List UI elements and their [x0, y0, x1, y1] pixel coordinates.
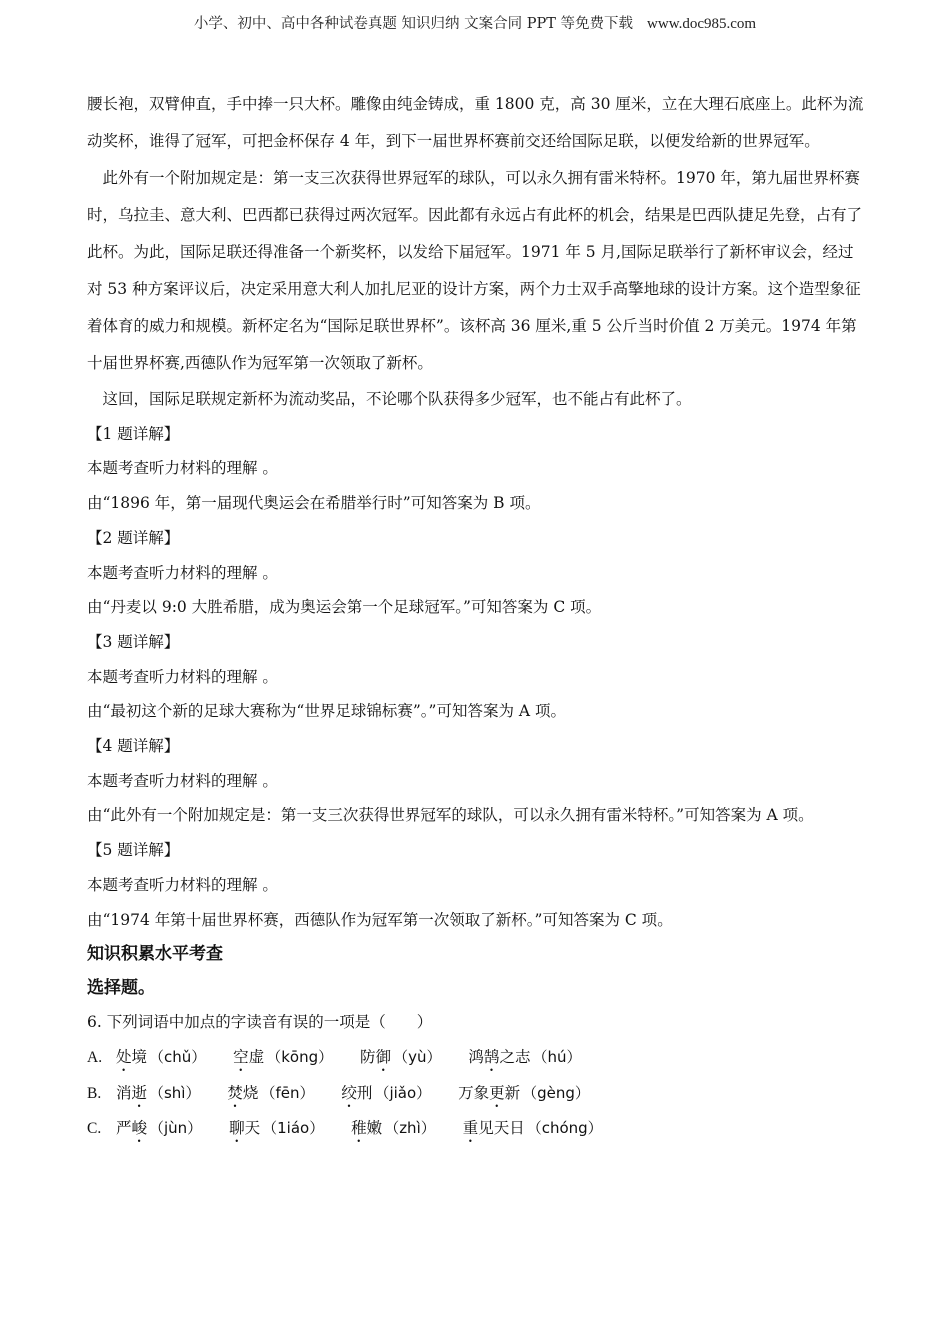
detail-reason: 由“最初这个新的足球大赛称为“世界足球锦标赛”。”可知答案为 A 项。 [87, 702, 566, 721]
dotted-char: 焚 [227, 1083, 243, 1102]
dotted-char: 重 [462, 1119, 479, 1138]
detail-summary: 本题考查听力材料的理解 。 [87, 459, 278, 478]
option-letter: B. [87, 1084, 102, 1102]
detail-title: 【2 题详解】 [87, 528, 180, 547]
word-pre: 防 [360, 1047, 376, 1066]
option-word [341, 1084, 431, 1102]
word-pre: 万象 [458, 1083, 490, 1102]
detail-title: 【5 题详解】 [87, 841, 180, 860]
dotted-char: 处 [115, 1047, 132, 1066]
option-word [463, 1119, 603, 1137]
pinyin: （fēn） [260, 1083, 315, 1102]
dotted-char: 空 [233, 1047, 249, 1066]
detail-summary: 本题考查听力材料的理解 。 [87, 875, 278, 894]
section-heading: 知识积累水平考查 [87, 944, 223, 965]
passage-paragraph: 这回，国际足联规定新杯为流动奖品，不论哪个队获得多少冠军，也不能占有此杯了。 [102, 390, 692, 408]
pinyin: （zhì） [384, 1119, 436, 1138]
word-post: 嫩 [366, 1119, 383, 1138]
option-word [227, 1084, 314, 1102]
pinyin: （shì） [148, 1083, 201, 1102]
page-header [0, 12, 950, 33]
option-a[interactable] [87, 1040, 867, 1076]
question-stem: 6. 下列词语中加点的字读音有误的一项是（ ） [87, 1013, 433, 1032]
word-post: 刑 [356, 1083, 373, 1102]
detail-summary: 本题考查听力材料的理解 。 [87, 667, 278, 686]
word-post: 新 [504, 1083, 521, 1102]
detail-title: 【4 题详解】 [87, 737, 180, 756]
pinyin: （chǔ） [148, 1047, 207, 1066]
option-letter: A. [87, 1048, 103, 1066]
word-pre: 消 [115, 1083, 132, 1102]
detail-title: 【3 题详解】 [87, 632, 180, 651]
pinyin: （hú） [532, 1047, 582, 1066]
option-word [351, 1119, 436, 1137]
dotted-char: 稚 [351, 1119, 367, 1138]
option-word [233, 1048, 333, 1066]
word-post: 烧 [242, 1083, 259, 1102]
dotted-char: 逝 [131, 1083, 147, 1102]
section-subheading: 选择题。 [87, 978, 155, 999]
pinyin: （yù） [393, 1047, 442, 1066]
word-post: 境 [131, 1047, 147, 1066]
detail-summary: 本题考查听力材料的理解 。 [87, 771, 278, 790]
dotted-char: 鹄 [483, 1047, 500, 1066]
option-b[interactable] [87, 1076, 867, 1112]
option-word [116, 1119, 202, 1137]
word-pre: 严 [115, 1119, 132, 1138]
option-c[interactable] [87, 1111, 867, 1147]
header-text: 小学、初中、高中各种试卷真题 知识归纳 文案合同 PPT 等免费下载 [193, 16, 634, 32]
document-body [87, 86, 867, 1147]
detail-title: 【1 题详解】 [87, 424, 180, 443]
detail-reason: 由“1974 年第十届世界杯赛，西德队作为冠军第一次领取了新杯。”可知答案为 C 项。 [87, 910, 673, 929]
detail-summary: 本题考查听力材料的理解 。 [87, 563, 278, 582]
word-post: 见天日 [478, 1119, 525, 1138]
detail-reason: 由“此外有一个附加规定是：第一支三次获得世界冠军的球队，可以永久拥有雷米特杯。”可知答案为 A 项。 [87, 806, 814, 825]
detail-reason: 由“1896 年，第一届现代奥运会在希腊举行时”可知答案为 B 项。 [87, 494, 541, 513]
option-word [468, 1048, 581, 1066]
option-letter: C. [87, 1120, 102, 1138]
word-post: 之志 [499, 1047, 531, 1066]
pinyin: （jùn） [148, 1119, 203, 1138]
pinyin: （1iáo） [262, 1119, 325, 1138]
pinyin: （chóng） [526, 1119, 603, 1138]
option-word [116, 1084, 201, 1102]
header-url[interactable]: www.doc985.com [647, 16, 757, 32]
option-word [116, 1048, 206, 1066]
dotted-char: 绞 [341, 1083, 357, 1102]
dotted-char: 更 [489, 1083, 505, 1102]
option-word [360, 1048, 441, 1066]
pinyin: （jiǎo） [374, 1083, 432, 1102]
word-pre: 鸿 [468, 1047, 484, 1066]
word-post: 虚 [248, 1047, 265, 1066]
passage-paragraph: 此外有一个附加规定是：第一支三次获得世界冠军的球队，可以永久拥有雷米特杯。1970 年，第九届世界杯赛时，乌拉圭、意大利、巴西都已获得过两次冠军。因此都有永远占有此杯的机会，结果是巴西队捷足先登，占有了此杯。为此，国际足联还得准备一个新奖杯，以发给下届冠军。1971 年 5 月,国际足联举行了新杯审议会，经过对 53 种方案评议后，决定采用意大利人加扎尼亚的设计方案，两个力士双手高擎地球的设计方案。这个造型象征着体育的威力和规模。新杯定名为“国际足联世界杯”。该杯高 36 厘米,重 5 公斤当时价值 2 万美元。1974 年第十届世界杯赛,西德队作为冠军第一次领取了新杯。 [87, 169, 863, 372]
pinyin: （gèng） [522, 1083, 590, 1102]
dotted-char: 御 [375, 1047, 392, 1066]
pinyin: （kōng） [266, 1047, 334, 1066]
passage-paragraph: 腰长袍，双臂伸直，手中捧一只大杯。雕像由纯金铸成，重 1800 克，高 30 厘米，立在大理石底座上。此杯为流动奖杯，谁得了冠军，可把金杯保存 4 年，到下一届世界杯赛前交还给国际足联，以便发给新的世界冠军。 [87, 95, 864, 150]
dotted-char: 聊 [229, 1119, 245, 1138]
detail-reason: 由“丹麦以 9:0 大胜希腊，成为奥运会第一个足球冠军。”可知答案为 C 项。 [87, 598, 602, 617]
word-post: 天 [244, 1119, 261, 1138]
option-word [458, 1084, 590, 1102]
option-word [229, 1119, 324, 1137]
dotted-char: 峻 [131, 1119, 147, 1138]
